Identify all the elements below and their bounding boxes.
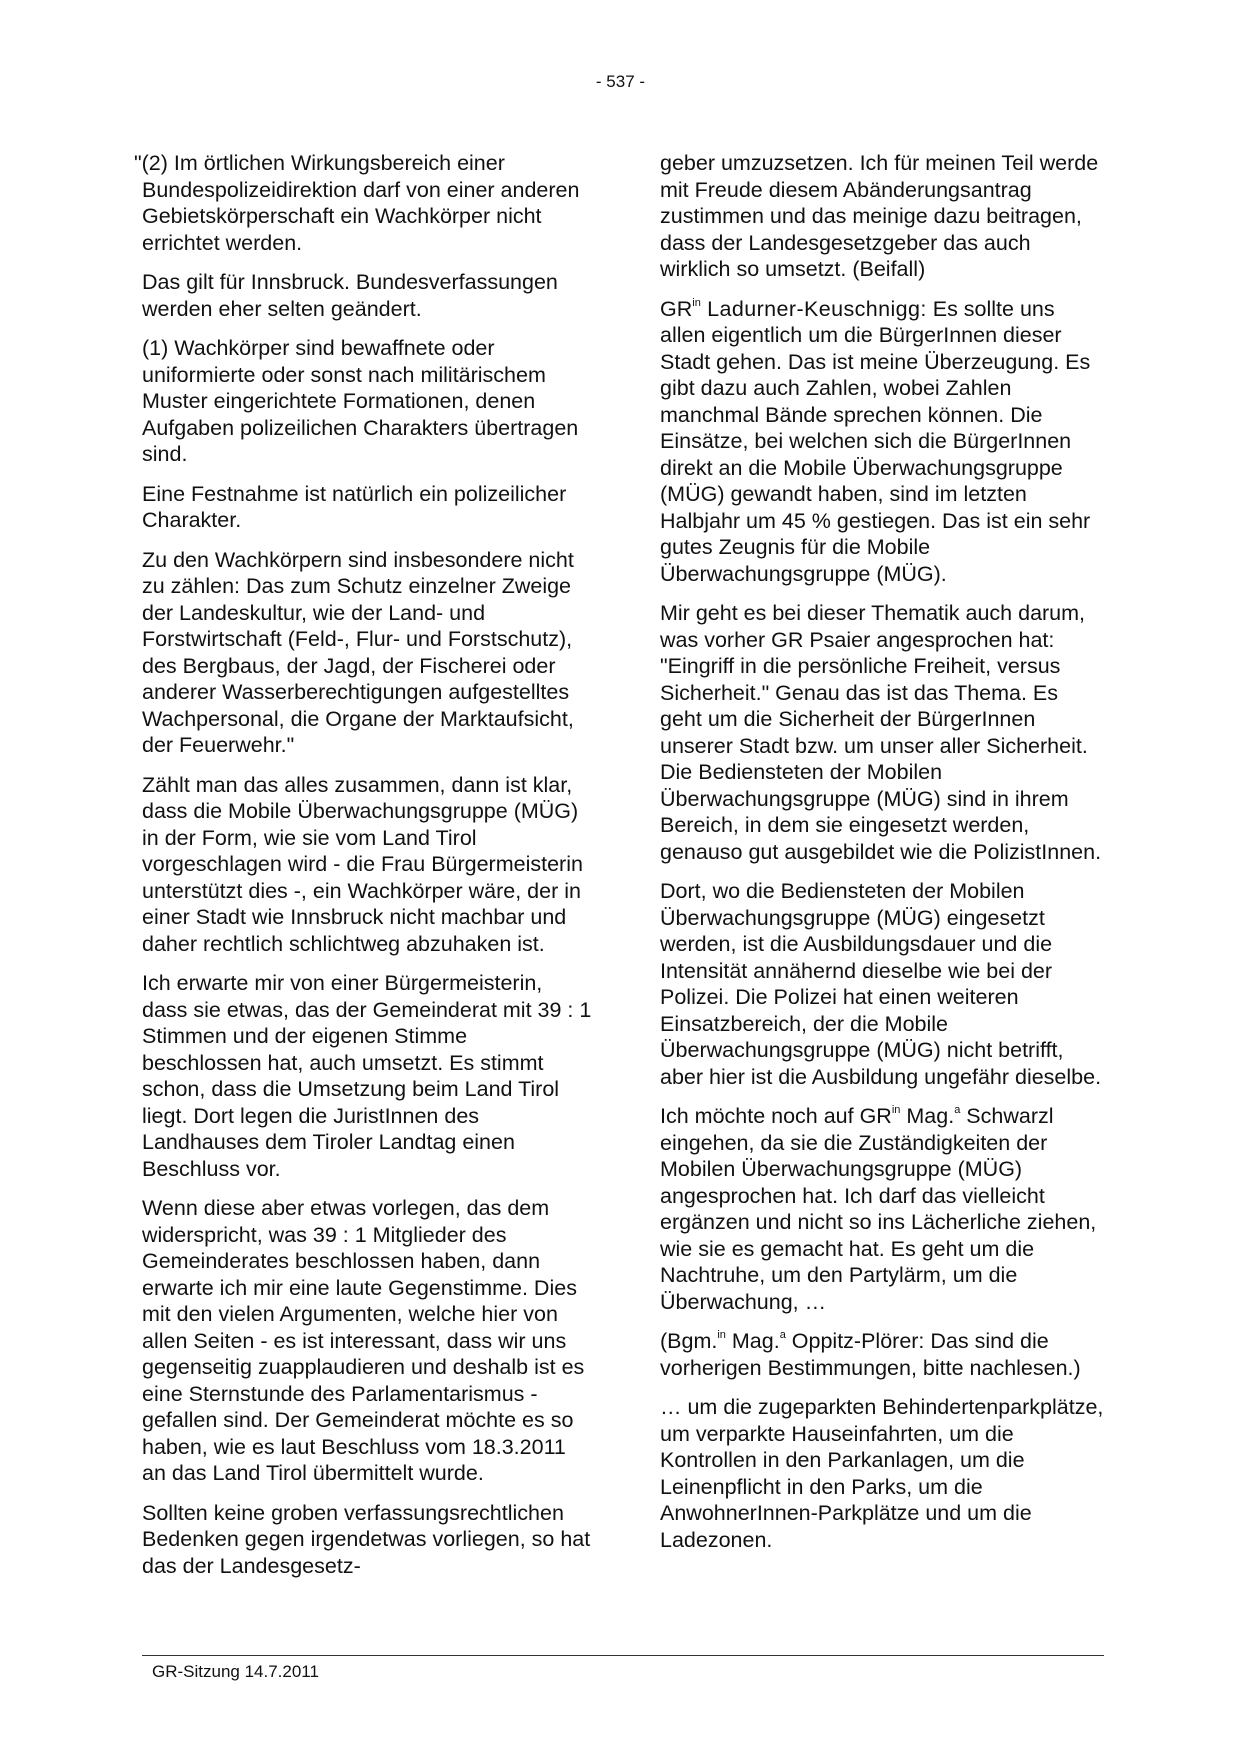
speaker-paragraph xyxy=(660,296,1105,588)
title-superscript: a xyxy=(779,1329,786,1341)
paragraph: Zählt man das alles zusammen, dann ist klar, dass die Mobile Überwachungsgruppe (MÜG) in der Form, wie sie vom Land Tirol vorgeschlagen wird - die Frau Bürgermeisterin unterstützt dies -, ein Wachkörper wäre, der in einer Stadt wie Innsbruck nicht machbar und daher rechtlich schlichtweg abzuhaken ist. xyxy=(142,772,583,956)
paragraph: Zu den Wachkörpern sind insbesondere nicht zu zählen: Das zum Schutz einzelner Zweige der Landeskultur, wie der Land- und Forstwirtschaft (Feld-, Flur- und Forstschutz), des Bergbaus, der Jagd, der Fischerei oder anderer Wasserberechtigungen aufgestelltes Wachpersonal, die Organe der Marktaufsicht, der Feuerwehr." xyxy=(142,547,574,757)
paragraph: Dort, wo die Bediensteten der Mobilen Überwachungsgruppe (MÜG) eingesetzt werden, ist die Ausbildungsdauer und die Intensität annähernd dieselbe wie bei der Polizei. Die Polizei hat einen weiteren Einsatzbereich, der die Mobile Überwachungsgruppe (MÜG) nicht betrifft, aber hier ist die Ausbildung ungefähr dieselbe. xyxy=(660,879,1102,1089)
paragraph: … um die zugeparkten Behindertenparkplätze, um verparkte Hauseinfahrten, um die Kontrollen in den Parkanlagen, um die Leinenpflicht in den Parks, um die AnwohnerInnen-Parkplätze und um die Ladezonen. xyxy=(660,1395,1104,1552)
text-run: Mag. xyxy=(725,1329,780,1353)
left-column xyxy=(134,150,592,1592)
title-superscript: a xyxy=(954,1104,961,1116)
paragraph: Ich erwarte mir von einer Bürgermeisterin, dass sie etwas, das der Gemeinderat mit 39 : 1 Stimmen und der eigenen Stimme beschlossen hat, auch umsetzt. Es stimmt schon, dass die Umsetzung beim Land Tirol liegt. Dort legen die JuristInnen des Landhauses dem Tiroler Landtag einen Beschluss vor. xyxy=(142,971,592,1181)
text-run: Schwarzl eingehen, da sie die Zuständigkeiten der Mobilen Überwachungsgruppe (MÜG) angesprochen hat. Ich darf das vielleicht ergänzen und nicht so ins Lächerliche ziehen, wie sie es gemacht hat. Es geht um die Nachtruhe, um den Partylärm, um die Überwachung, … xyxy=(660,1104,1097,1314)
interjection-paragraph xyxy=(660,1328,1105,1381)
text-run: Oppitz-Plörer: Das sind die vorherigen Bestimmungen, bitte nachlesen.) xyxy=(660,1329,1081,1380)
footer-text: GR-Sitzung 14.7.2011 xyxy=(152,1662,319,1681)
speaker-title: GR xyxy=(660,296,693,321)
text-run: (Bgm. xyxy=(660,1329,718,1353)
speaker-text: Es sollte uns allen eigentlich um die BürgerInnen dieser Stadt gehen. Das ist meine Überzeugung. Es gibt dazu auch Zahlen, wobei Zahlen manchmal Bände sprechen können. Die Einsätze, bei welchen sich die BürgerInnen direkt an die Mobile Überwachungsgruppe (MÜG) gewandt haben, sind im letzten Halbjahr um 45 % gestiegen. Das ist ein sehr gutes Zeugnis für die Mobile Überwachungsgruppe (MÜG). xyxy=(660,296,1091,586)
footer-divider xyxy=(142,1655,1104,1656)
title-superscript: in xyxy=(717,1329,726,1341)
paragraph: Das gilt für Innsbruck. Bundesverfassungen werden eher selten geändert. xyxy=(142,270,558,321)
text-run: Ich möchte noch auf GR xyxy=(660,1104,892,1128)
text-run: Mag. xyxy=(900,1104,955,1128)
right-column xyxy=(660,150,1105,1566)
title-superscript: in xyxy=(891,1104,901,1116)
paragraph: (1) Wachkörper sind bewaffnete oder uniformierte oder sonst nach militärischem Muster eingerichtete Formationen, denen Aufgaben polizeilichen Charakters übertragen sind. xyxy=(142,336,579,466)
paragraph: Sollten keine groben verfassungsrechtlichen Bedenken gegen irgendetwas vorliegen, so hat das der Landesgesetz- xyxy=(142,1500,591,1578)
paragraph: "(2) Im örtlichen Wirkungsbereich einer Bundespolizeidirektion darf von einer anderen Gebietskörperschaft ein Wachkörper nicht errichtet werden. xyxy=(134,151,580,255)
paragraph: geber umzuzsetzen. Ich für meinen Teil werde mit Freude diesem Abänderungsantrag zustimmen und das meinige dazu beitragen, dass der Landesgesetzgeber das auch wirklich so umsetzt. (Beifall) xyxy=(660,151,1099,281)
page-number: - 537 - xyxy=(595,72,646,91)
paragraph xyxy=(660,1103,1105,1315)
paragraph: Eine Festnahme ist natürlich ein polizeilicher Charakter. xyxy=(142,481,567,532)
paragraph: Wenn diese aber etwas vorlegen, das dem widerspricht, was 39 : 1 Mitglieder des Gemeinderates beschlossen haben, dann erwarte ich mir eine laute Gegenstimme. Dies mit den vielen Argumenten, welche hier von allen Seiten - es ist interessant, dass wir uns gegenseitig zuapplaudieren und deshalb ist es eine Sternstunde des Parlamentarismus - gefallen sind. Der Gemeinderat möchte es so haben, wie es laut Beschluss vom 18.3.2011 an das Land Tirol übermittelt wurde. xyxy=(142,1196,585,1485)
title-superscript: in xyxy=(692,296,701,309)
speaker-name: Ladurner-Keuschnigg: xyxy=(700,296,927,321)
paragraph: Mir geht es bei dieser Thematik auch darum, was vorher GR Psaier angesprochen hat: "Eingriff in die persönliche Freiheit, versus Sicherheit." Genau das ist das Thema. Es geht um die Sicherheit der BürgerInnen unserer Stadt bzw. um unser aller Sicherheit. Die Bediensteten der Mobilen Überwachungsgruppe (MÜG) sind in ihrem Bereich, in dem sie eingesetzt werden, genauso gut ausgebildet wie die PolizistInnen. xyxy=(660,601,1102,864)
